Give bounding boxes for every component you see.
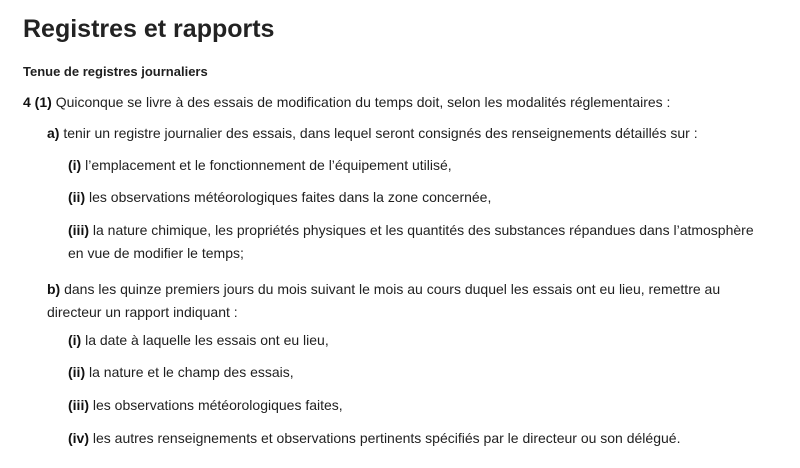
subparagraph-text: les observations météorologiques faites, [92,397,343,413]
page-title: Registres et rapports [23,15,275,43]
paragraph-b [47,278,747,324]
subparagraph-a-i [68,154,452,177]
paragraph-b-text: dans les quinze premiers jours du mois suivant le mois au cours duquel les essais ont eu lieu, remettre au directeur un rapport indiquant : [47,281,721,320]
subparagraph-b-iii [68,394,343,417]
subparagraph-label: (ii) [68,364,86,380]
section-heading: Tenue de registres journaliers [23,64,208,79]
subparagraph-label: (iii) [68,222,89,238]
subparagraph-text: les observations météorologiques faites dans la zone concernée, [89,189,492,205]
subparagraph-a-ii [68,186,491,209]
subparagraph-label: (iv) [68,430,89,446]
section-number: 4 (1) [23,94,52,110]
subparagraph-b-i [68,329,329,352]
paragraph-b-label: b) [47,281,61,297]
subparagraph-text: la date à laquelle les essais ont eu lieu, [85,332,329,348]
paragraph-a-text: tenir un registre journalier des essais, dans lequel seront consignés des renseignements détaillés sur : [63,125,698,141]
subparagraph-b-ii [68,361,294,384]
subparagraph-label: (ii) [68,189,86,205]
subparagraph-label: (i) [68,332,82,348]
subparagraph-label: (i) [68,157,82,173]
section-text: Quiconque se livre à des essais de modification du temps doit, selon les modalités réglementaires : [55,94,671,110]
subparagraph-a-iii [68,219,768,265]
subparagraph-text: la nature chimique, les propriétés physiques et les quantités des substances répandues dans l’atmosphère en vue de modifier le temps; [68,222,754,261]
subparagraph-text: la nature et le champ des essais, [89,364,294,380]
paragraph-a-label: a) [47,125,60,141]
subparagraph-text: les autres renseignements et observations pertinents spécifiés par le directeur ou son délégué. [92,430,681,446]
section-4-1 [23,91,670,114]
paragraph-a [47,122,698,145]
subparagraph-text: l’emplacement et le fonctionnement de l’équipement utilisé, [85,157,452,173]
subparagraph-label: (iii) [68,397,89,413]
subparagraph-b-iv [68,427,680,450]
